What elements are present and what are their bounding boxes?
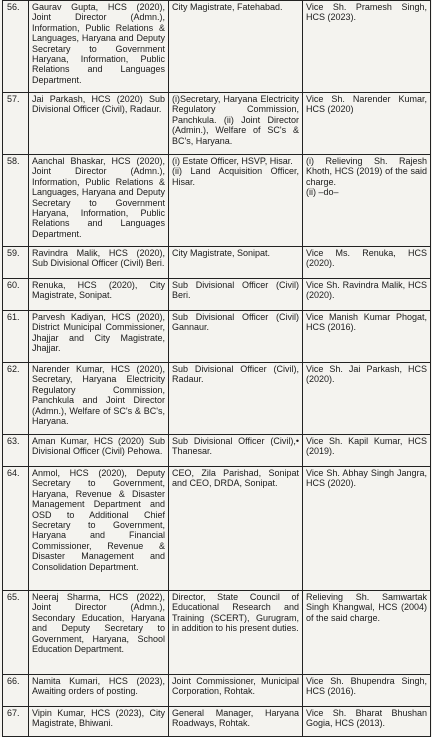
name-current-posting-cell: Anmol, HCS (2020), Deputy Secretary to Government, Haryana, Revenue & Disaster Management Department and OSD to Additional Chief Secretary to Government, Haryana and Financial Commissioner, Revenue & Disaster Management and Consolidation Department. <box>29 467 169 591</box>
new-posting-cell: (i) Estate Officer, HSVP, Hisar. (ii) Land Acquisition Officer, Hisar. <box>169 155 303 247</box>
remarks-cell: (i) Relieving Sh. Rajesh Khoth, HCS (2019) of the said charge. (ii) –do– <box>303 155 431 247</box>
remarks-cell: Relieving Sh. Samwartak Singh Khangwal, HCS (2004) of the said charge. <box>303 591 431 675</box>
serial-number-cell: 57. <box>3 93 29 155</box>
name-current-posting-cell: Parvesh Kadiyan, HCS (2020), District Municipal Commissioner, Jhajjar and City Magistrate, Jhajjar. <box>29 311 169 363</box>
name-current-posting-cell: Renuka, HCS (2020), City Magistrate, Sonipat. <box>29 279 169 311</box>
new-posting-cell: Sub Divisional Officer (Civil), Radaur. <box>169 363 303 435</box>
new-posting-cell: Sub Divisional Officer (Civil) Gannaur. <box>169 311 303 363</box>
serial-number-cell: 63. <box>3 435 29 467</box>
remarks-cell: Vice Sh. Bharat Bhushan Gogia, HCS (2013). <box>303 707 431 737</box>
remarks-cell: Vice Ms. Renuka, HCS (2020). <box>303 247 431 279</box>
new-posting-cell: City Magistrate, Fatehabad. <box>169 1 303 93</box>
serial-number-cell: 64. <box>3 467 29 591</box>
remarks-cell: Vice Sh. Pramesh Singh, HCS (2023). <box>303 1 431 93</box>
new-posting-cell: Sub Divisional Officer (Civil),• Thanesar. <box>169 435 303 467</box>
name-current-posting-cell: Narender Kumar, HCS (2020), Secretary, Haryana Electricity Regulatory Commission, Panchkula and Joint Director (Admn.), Welfare of SC's & BC's, Haryana. <box>29 363 169 435</box>
serial-number-cell: 66. <box>3 675 29 707</box>
remarks-cell: Vice Sh. Bhupendra Singh, HCS (2016). <box>303 675 431 707</box>
serial-number-cell: 60. <box>3 279 29 311</box>
table-row <box>3 155 431 247</box>
new-posting-cell: City Magistrate, Sonipat. <box>169 247 303 279</box>
new-posting-cell: Sub Divisional Officer (Civil) Beri. <box>169 279 303 311</box>
serial-number-cell: 56. <box>3 1 29 93</box>
table-row <box>3 247 431 279</box>
serial-number-cell: 62. <box>3 363 29 435</box>
remarks-cell: Vice Manish Kumar Phogat, HCS (2016). <box>303 311 431 363</box>
new-posting-cell: Joint Commissioner, Municipal Corporation, Rohtak. <box>169 675 303 707</box>
new-posting-cell: Director, State Council of Educational Research and Training (SCERT), Gurugram, in addition to his present duties. <box>169 591 303 675</box>
remarks-cell: Vice Sh. Narender Kumar, HCS (2020) <box>303 93 431 155</box>
remarks-cell: Vice Sh. Ravindra Malik, HCS (2020). <box>303 279 431 311</box>
remarks-cell: Vice Sh. Abhay Singh Jangra, HCS (2020). <box>303 467 431 591</box>
name-current-posting-cell: Jai Parkash, HCS (2020) Sub Divisional Officer (Civil), Radaur. <box>29 93 169 155</box>
table-row <box>3 363 431 435</box>
posting-orders-table <box>2 0 431 737</box>
remarks-cell: Vice Sh. Kapil Kumar, HCS (2019). <box>303 435 431 467</box>
serial-number-cell: 67. <box>3 707 29 737</box>
table-row <box>3 675 431 707</box>
table-row <box>3 279 431 311</box>
serial-number-cell: 58. <box>3 155 29 247</box>
serial-number-cell: 65. <box>3 591 29 675</box>
new-posting-cell: (i)Secretary, Haryana Electricity Regulatory Commission, Panchkula. (ii) Joint Director (Admin.), Welfare of SC's & BC's, Haryana. <box>169 93 303 155</box>
table-row <box>3 467 431 591</box>
table-row <box>3 591 431 675</box>
name-current-posting-cell: Ravindra Malik, HCS (2020), Sub Divisional Officer (Civil) Beri. <box>29 247 169 279</box>
name-current-posting-cell: Aanchal Bhaskar, HCS (2020), Joint Director (Admn.), Information, Public Relations & Languages, Haryana and Deputy Secretary to Government Haryana, Information, Public Relations and Languages Department. <box>29 155 169 247</box>
name-current-posting-cell: Aman Kumar, HCS (2020) Sub Divisional Officer (Civil) Pehowa. <box>29 435 169 467</box>
table-row <box>3 93 431 155</box>
new-posting-cell: CEO, Zila Parishad, Sonipat and CEO, DRDA, Sonipat. <box>169 467 303 591</box>
table-body <box>3 1 431 737</box>
serial-number-cell: 61. <box>3 311 29 363</box>
table-row <box>3 435 431 467</box>
new-posting-cell: General Manager, Haryana Roadways, Rohtak. <box>169 707 303 737</box>
serial-number-cell: 59. <box>3 247 29 279</box>
name-current-posting-cell: Gaurav Gupta, HCS (2020), Joint Director (Admn.), Information, Public Relations & Languages, Haryana and Deputy Secretary to Government Haryana, Information, Public Relations and Languages Department. <box>29 1 169 93</box>
remarks-cell: Vice Sh. Jai Parkash, HCS (2020). <box>303 363 431 435</box>
table-row <box>3 311 431 363</box>
name-current-posting-cell: Vipin Kumar, HCS (2023), City Magistrate, Bhiwani. <box>29 707 169 737</box>
name-current-posting-cell: Neeraj Sharma, HCS (2022), Joint Director (Admn.), Secondary Education, Haryana and Deputy Secretary to Government, Haryana, School Education Department. <box>29 591 169 675</box>
table-row <box>3 707 431 737</box>
name-current-posting-cell: Namita Kumari, HCS (2023), Awaiting orders of posting. <box>29 675 169 707</box>
table-row <box>3 1 431 93</box>
